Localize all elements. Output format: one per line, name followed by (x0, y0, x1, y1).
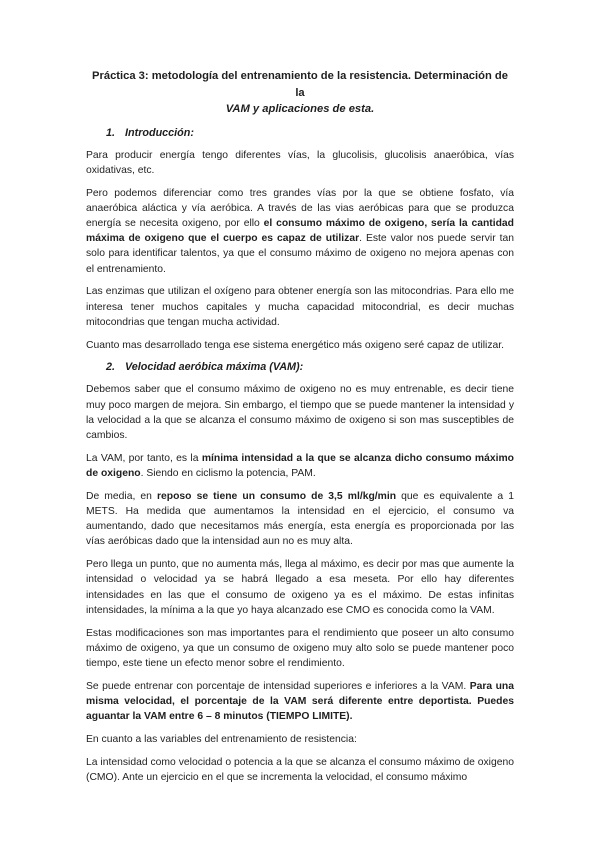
paragraph-10-bold: Para una misma velocidad, el porcentaje de la VAM será diferente entre deportista. Puedes aguantar la VAM entre 6 – 8 minutos (TIEMPO LIMITE). (86, 680, 514, 723)
paragraph-7-text-a: De media, en (86, 490, 158, 502)
paragraph-9: Estas modificaciones son mas importantes para el rendimiento que poseer un alto consumo máximo de oxigeno, ya que un consumo de oxigeno muy alto solo se puede mantener poco tiempo, este tiene un efecto menor sobre el rendimiento. (86, 627, 514, 669)
paragraph-6-bold: mínima intensidad a la que se alcanza dicho consumo máximo de oxigeno (86, 452, 515, 479)
title-line-1: Práctica 3: metodología del entrenamiento de la resistencia. Determinación de la (92, 70, 508, 99)
section-title: Introducción: (125, 126, 194, 139)
section-heading-introduccion (106, 126, 514, 141)
document-title (86, 68, 514, 118)
paragraph-4: Cuanto mas desarrollado tenga ese sistema energético más oxigeno seré capaz de utilizar. (86, 339, 505, 351)
document-body (86, 68, 514, 793)
paragraph-7-bold: reposo se tiene un consumo de 3,5 ml/kg/min (157, 490, 397, 502)
paragraph-2-text-c: . Este valor nos puede servir tan solo para identificar talentos, ya que el consumo máximo de oxigeno no mejora apenas con el entrenamiento. (86, 233, 514, 275)
paragraph-8: Pero llega un punto, que no aumenta más, llega al máximo, es decir por mas que aumente la intensidad o velocidad ya se habrá llegado a esa meseta. Por ello hay diferentes intensidades en las que el consumo de oxigeno ya es el máximo. De estas infinitas intensidades, la mínima a la que yo haya alcanzado ese CMO es conocida como la VAM. (86, 559, 514, 616)
paragraph-2-bold: el consumo máximo de oxigeno, sería la cantidad máxima de oxigeno que el cuerpo es capaz de utilizar (86, 217, 514, 245)
paragraph-5: Debemos saber que el consumo máximo de oxigeno no es muy entrenable, es decir tiene muy poco margen de mejora. Sin embargo, el tiempo que se puede mantener la intensidad y la velocidad a la que se alcanza el consumo máximo de oxigeno si son mas susceptibles de cambios. (86, 384, 514, 441)
section-title: Velocidad aeróbica máxima (VAM): (125, 361, 304, 374)
paragraph-6 (86, 451, 514, 481)
paragraph-2 (86, 186, 514, 277)
paragraph-12: La intensidad como velocidad o potencia a la que se alcanza el consumo máximo de oxigeno (CMO). Ante un ejercicio en el que se incrementa la velocidad, el consumo máximo (86, 756, 514, 783)
paragraph-7-text-c: que es equivalente a 1 METS. Ha medida que aumentamos la intensidad en el ejercicio, el consumo va aumentando, dado que necesitamos más energía, esta energía es proporcionada por las vías aeróbicas dado que la intensidad aun no es muy alta. (86, 490, 515, 548)
paragraph-10 (86, 679, 514, 725)
paragraph-10-text-a: Se puede entrenar con porcentaje de intensidad superiores e inferiores a la VAM. (86, 680, 470, 692)
title-line-2: VAM y aplicaciones de esta. (225, 103, 375, 115)
paragraph-3: Las enzimas que utilizan el oxígeno para obtener energía son las mitocondrias. Para ello me interesa tener muchos capitales y mucha capacidad mitocondrial, es decir muchas mitocondrias que tengan mucha actividad. (86, 286, 514, 328)
paragraph-1: Para producir energía tengo diferentes vías, la glucolisis, glucolisis anaeróbica, vías oxidativas, etc. (86, 149, 514, 176)
section-number: 1. (106, 126, 116, 139)
section-number: 2. (106, 361, 116, 374)
paragraph-7 (86, 489, 514, 550)
paragraph-11: En cuanto a las variables del entrenamiento de resistencia: (86, 733, 357, 745)
section-heading-vam (106, 360, 514, 375)
paragraph-6-text-a: La VAM, por tanto, es la (86, 452, 202, 464)
paragraph-2-text-a: Pero podemos diferenciar como tres grandes vías por la que se obtiene fosfato, vía anaeróbica aláctica y vía aeróbica. A través de las vias aeróbicas para que se produzca energía se necesita oxigeno, por ello (86, 187, 514, 229)
paragraph-6-text-c: . Siendo en ciclismo la potencia, PAM. (140, 467, 316, 479)
